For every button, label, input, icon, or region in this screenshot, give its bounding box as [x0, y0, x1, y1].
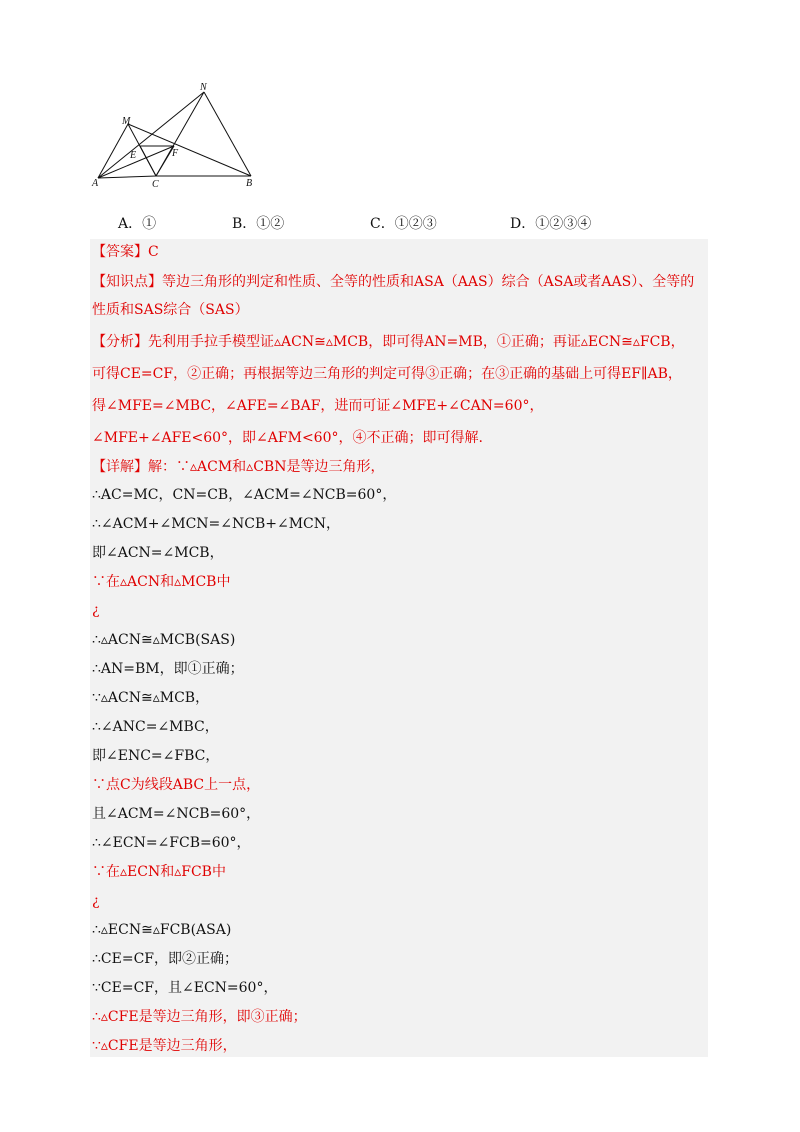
- detail-line-15: ∵在▵ECN和▵FCB中: [92, 864, 226, 880]
- answer-line: 【答案】C: [92, 244, 159, 260]
- answer-options: [0, 213, 800, 235]
- label-F: F: [172, 148, 179, 159]
- detail-line-12: ∵点C为线段ABC上一点，: [92, 777, 261, 793]
- detail-line-8: ∴AN=BM，即①正确；: [92, 661, 244, 677]
- option-d: D．①②③④: [510, 216, 592, 232]
- detail-line-21: ∵▵CFE是等边三角形，: [92, 1038, 237, 1054]
- knowledge-line-2: 性质和SAS综合（SAS）: [92, 302, 249, 318]
- detail-line-11: 即∠ENC=∠FBC，: [92, 748, 220, 764]
- label-B: B: [246, 178, 253, 189]
- detail-line-2: ∴AC=MC，CN=CB，∠ACM=∠NCB=60°，: [92, 487, 397, 503]
- label-C: C: [152, 179, 159, 190]
- detail-line-10: ∴∠ANC=∠MBC，: [92, 719, 219, 735]
- segment-AN: [98, 92, 204, 178]
- detail-line-1: 【详解】解：∵▵ACM和▵CBN是等边三角形，: [92, 459, 385, 475]
- segment-EC: [140, 146, 156, 176]
- label-A: A: [92, 178, 99, 189]
- analysis-line-1: 【分析】先利用手拉手模型证▵ACN≅▵MCB，即可得AN=MB，①正确；再证▵ECN≅▵FCB，: [92, 334, 685, 350]
- option-b: B．①②: [232, 216, 285, 232]
- option-c: C．①②③: [370, 216, 437, 232]
- label-N: N: [200, 82, 207, 93]
- detail-line-5: ∵在▵ACN和▵MCB中: [92, 574, 231, 590]
- segment-NB: [204, 92, 251, 176]
- segment-AC: [98, 176, 156, 178]
- option-a: A．①: [118, 216, 157, 232]
- detail-line-20: ∴▵CFE是等边三角形，即③正确；: [92, 1009, 307, 1025]
- detail-line-19: ∵CE=CF，且∠ECN=60°，: [92, 980, 278, 996]
- segment-MB: [128, 124, 251, 176]
- label-E: E: [130, 150, 137, 161]
- knowledge-line-1: 【知识点】等边三角形的判定和性质、全等的性质和ASA（AAS）综合（ASA或者AAS）、全等的: [92, 274, 695, 290]
- detail-line-13: 且∠ACM=∠NCB=60°，: [92, 806, 261, 822]
- label-M: M: [122, 116, 131, 127]
- detail-line-4: 即∠ACN=∠MCB，: [92, 545, 224, 561]
- detail-line-17: ∴▵ECN≅▵FCB(ASA): [92, 922, 232, 938]
- detail-line-14: ∴∠ECN=∠FCB=60°，: [92, 835, 251, 851]
- detail-line-18: ∴CE=CF，即②正确；: [92, 951, 238, 967]
- analysis-line-4: ∠MFE+∠AFE<60°，即∠AFM<60°，④不正确；即可得解.: [92, 430, 483, 446]
- geometry-figure: [88, 80, 268, 192]
- detail-line-6: ¿: [92, 602, 100, 618]
- segment-AM: [98, 124, 128, 178]
- analysis-line-3: 得∠MFE=∠MBC，∠AFE=∠BAF，进而可证∠MFE+∠CAN=60°，: [92, 398, 544, 414]
- detail-line-9: ∵▵ACN≅▵MCB，: [92, 690, 210, 706]
- detail-line-16: ¿: [92, 893, 100, 909]
- detail-line-7: ∴▵ACN≅▵MCB(SAS): [92, 632, 236, 648]
- analysis-line-2: 可得CE=CF，②正确；再根据等边三角形的判定可得③正确；在③正确的基础上可得EF∥AB，: [92, 366, 682, 382]
- detail-line-3: ∴∠ACM+∠MCN=∠NCB+∠MCN，: [92, 516, 341, 532]
